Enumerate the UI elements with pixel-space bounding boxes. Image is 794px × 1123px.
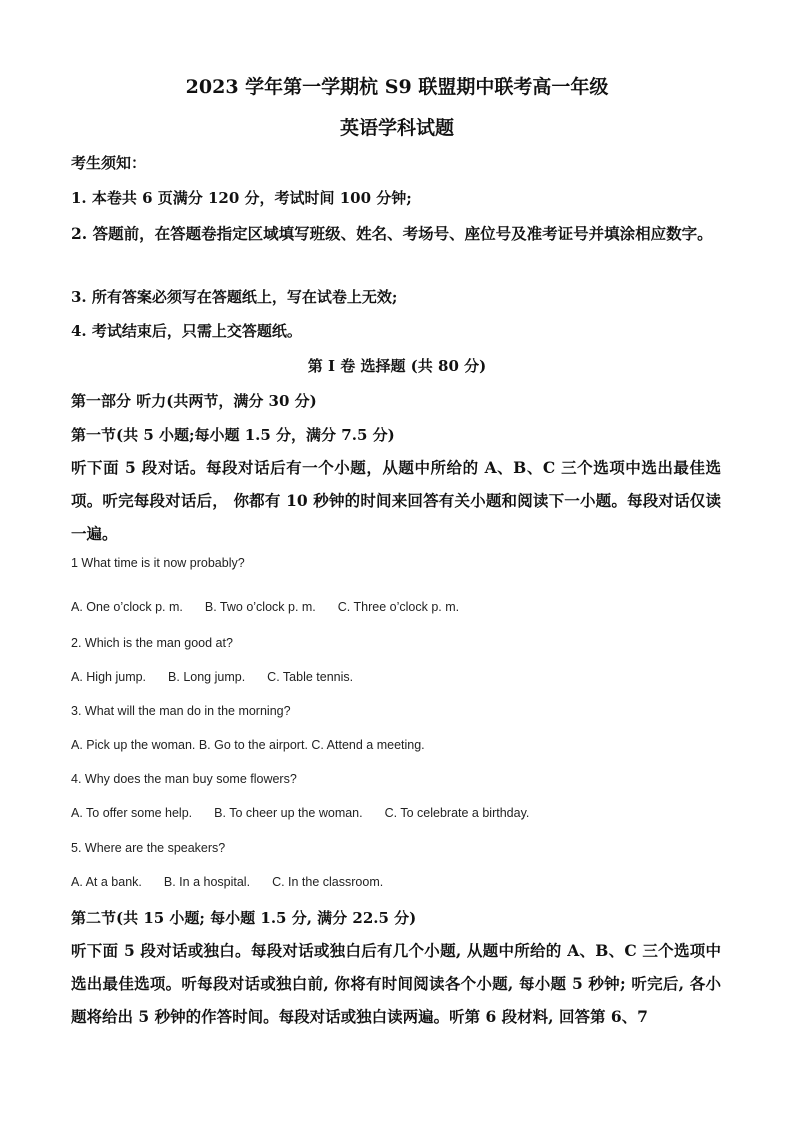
notice-item-4: 4. 考试结束后，只需上交答题纸。 [71, 322, 302, 340]
volume-heading: 第 I 卷 选择题 (共 80 分) [307, 357, 487, 375]
exam-subtitle: 英语学科试题 [339, 117, 454, 139]
question-2: 2. Which is the man good at? [71, 636, 233, 650]
section1-title: 第一节(共 5 小题;每小题 1.5 分，满分 7.5 分) [71, 426, 395, 444]
question-3: 3. What will the man do in the morning? [71, 704, 291, 718]
question-4: 4. Why does the man buy some flowers? [71, 772, 297, 786]
option-b: B. Long jump. [168, 670, 246, 684]
section1-instructions: 听下面 5 段对话。每段对话后有一个小题，从题中所给的 A、B、C 三个选项中选出最佳选项。听完每段对话后， 你都有 10 秒钟的时间来回答有关小题和阅读下一小题。每段对话仅读一遍。 [71, 458, 721, 543]
question-4-options [71, 806, 551, 820]
question-3-options: A. Pick up the woman. B. Go to the airport. C. Attend a meeting. [71, 738, 425, 752]
notice-item-3: 3. 所有答案必须写在答题纸上，写在试卷上无效; [71, 288, 398, 306]
question-5-options [71, 875, 405, 889]
notice-heading: 考生须知： [71, 154, 147, 172]
option-c: C. To celebrate a birthday. [384, 806, 530, 820]
option-a: A. High jump. [71, 670, 147, 684]
question-2-options [71, 670, 375, 684]
option-a: A. To offer some help. [71, 806, 193, 820]
question-5: 5. Where are the speakers? [71, 841, 226, 855]
option-b: B. To cheer up the woman. [214, 806, 363, 820]
option-a: A. At a bank. [71, 875, 142, 889]
option-b: B. In a hospital. [163, 875, 251, 889]
option-a: A. One o’clock p. m. [71, 600, 183, 614]
section2-instructions: 听下面 5 段对话或独白。每段对话或独白后有几个小题, 从题中所给的 A、B、C 三个选项中选出最佳选项。听每段对话或独白前, 你将有时间阅读各个小题, 每小题 5 秒钟; 听完后, 各小题将给出 5 秒钟的作答时间。每段对话或独白读两遍。听第 6 段材料, 回答第 6、7 [71, 941, 721, 1026]
exam-title: 2023 学年第一学期杭 S9 联盟期中联考高一年级 [185, 76, 609, 98]
question-1-options [71, 600, 481, 614]
question-1: 1 What time is it now probably? [71, 556, 245, 570]
option-c: C. Table tennis. [267, 670, 354, 684]
section2-title: 第二节(共 15 小题; 每小题 1.5 分, 满分 22.5 分) [71, 909, 417, 927]
notice-item-2: 2. 答题前，在答题卷指定区域填写班级、姓名、考场号、座位号及准考证号并填涂相应数字。 [71, 224, 713, 243]
part1-title: 第一部分 听力(共两节，满分 30 分) [71, 392, 317, 410]
option-c: C. In the classroom. [272, 875, 384, 889]
option-b: B. Two o’clock p. m. [204, 600, 316, 614]
notice-item-1: 1. 本卷共 6 页满分 120 分，考试时间 100 分钟; [71, 189, 412, 207]
option-c: C. Three o’clock p. m. [337, 600, 460, 614]
